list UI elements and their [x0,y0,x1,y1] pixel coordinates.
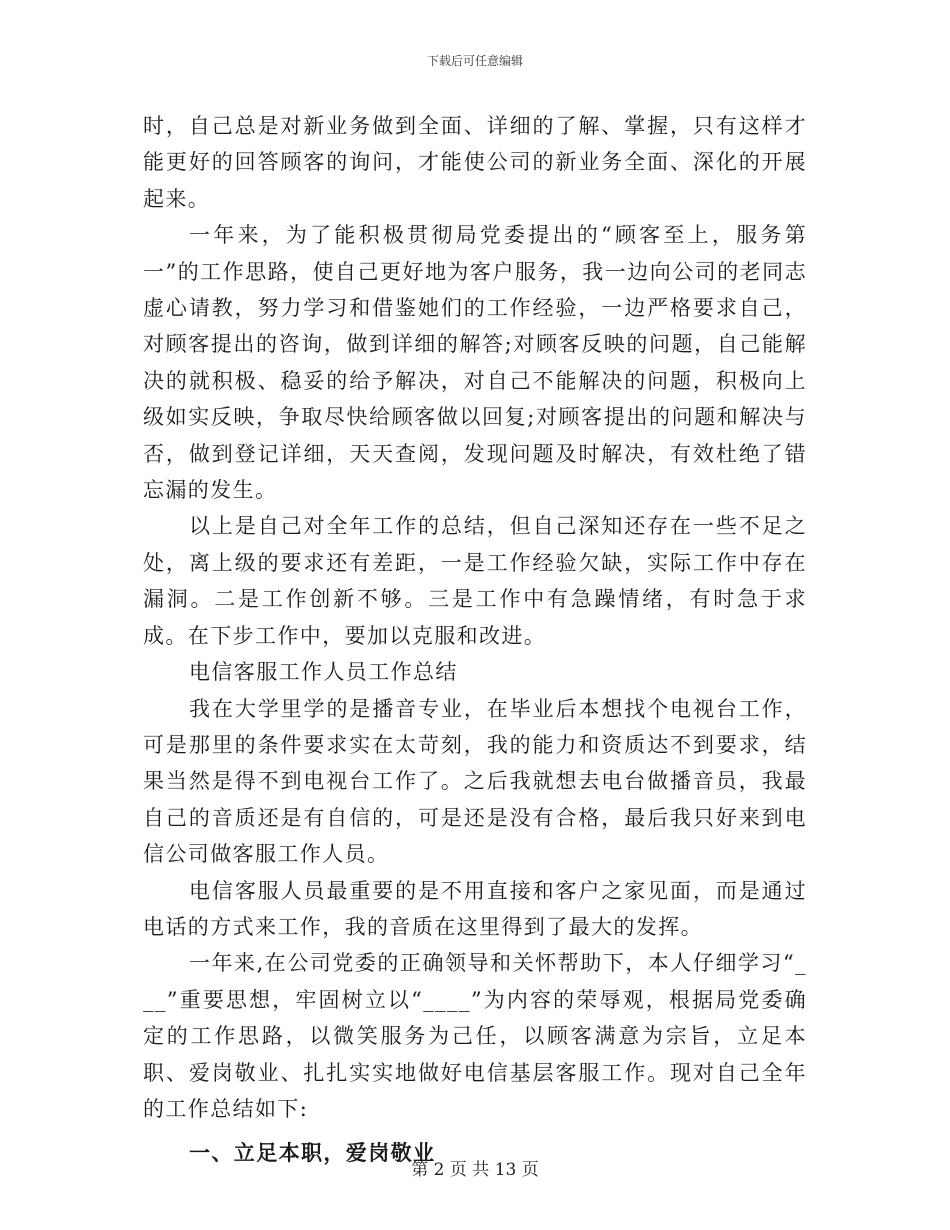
section-heading: 一、立足本职，爱岗敬业 [189,1140,436,1166]
document-body [143,108,807,1171]
paragraph-year-summary: 一年来,在公司党委的正确领导和关怀帮助下，本人仔细学习“___”重要思想，牢固树立以“____”为内容的荣辱观，根据局党委确定的工作思路，以微笑服务为己任，以顾客满意为宗旨，立足本职、爱岗敬业、扎扎实实地做好电信基层客服工作。现对自己全年的工作总结如下: [143,951,807,1121]
page-header-note: 下载后可任意编辑 [426,54,523,68]
paragraph-background: 我在大学里学的是播音专业，在毕业后本想找个电视台工作，可是那里的条件要求实在太苛刻，我的能力和资质达不到要求，结果当然是得不到电视台工作了。之后我就想去电台做播音员，我最自己的音质还是有自信的，可是还是没有合格，最后我只好来到电信公司做客服工作人员。 [143,696,807,867]
paragraph-continuation: 时，自己总是对新业务做到全面、详细的了解、掌握，只有这样才能更好的回答顾客的询问，才能使公司的新业务全面、深化的开展起来。 [143,114,807,211]
page-number: 第 2 页 共 13 页 [411,1160,539,1180]
paragraph-voice-role: 电信客服人员最重要的是不用直接和客户之家见面，而是通过电话的方式来工作，我的音质在这里得到了最大的发挥。 [143,878,807,939]
section-title: 电信客服工作人员工作总结 [189,660,458,685]
paragraph-service-approach: 一年来，为了能积极贯彻局党委提出的“顾客至上，服务第一”的工作思路，使自己更好地为客户服务，我一边向公司的老同志虚心请教，努力学习和借鉴她们的工作经验，一边严格要求自己，对顾客提出的咨询，做到详细的解答;对顾客反映的问题，自己能解决的就积极、稳妥的给予解决，对自己不能解决的问题，积极向上级如实反映，争取尽快给顾客做以回复;对顾客提出的问题和解决与否，做到登记详细，天天查阅，发现问题及时解决，有效杜绝了错忘漏的发生。 [143,223,807,503]
paragraph-shortcomings: 以上是自己对全年工作的总结，但自己深知还存在一些不足之处，离上级的要求还有差距，一是工作经验欠缺，实际工作中存在漏洞。二是工作创新不够。三是工作中有急躁情绪，有时急于求成。在下步工作中，要加以克服和改进。 [143,514,807,648]
